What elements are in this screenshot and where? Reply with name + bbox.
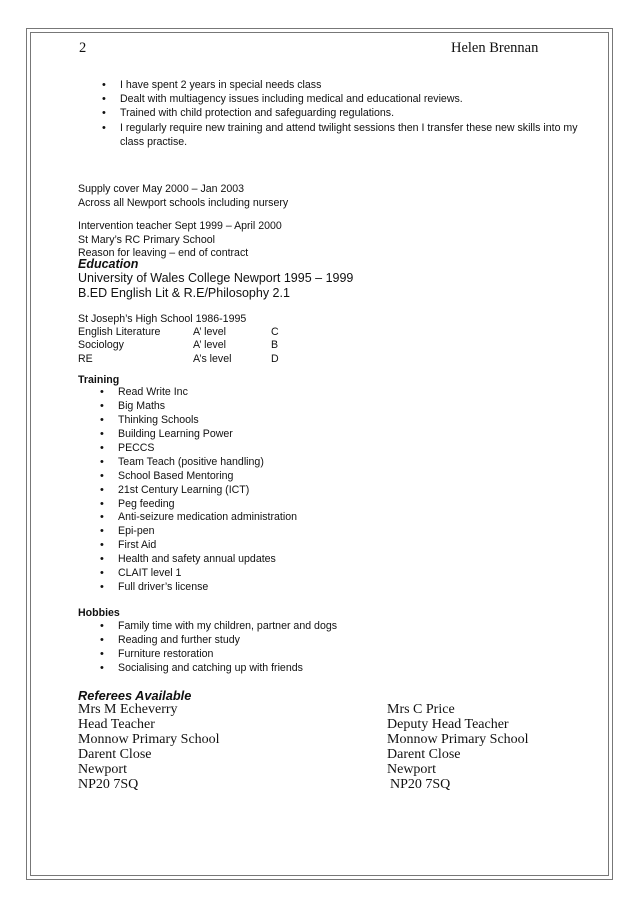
supply-line-1: Supply cover May 2000 – Jan 2003 [78, 183, 245, 195]
grade-subject: RE [78, 353, 93, 365]
referee-left-street: Darent Close [78, 747, 152, 762]
referee-right-name: Mrs C Price [387, 702, 455, 717]
training-list [78, 386, 297, 595]
list-item: • Building Learning Power [78, 428, 297, 442]
referee-right-street: Darent Close [387, 747, 461, 762]
list-item: • Epi-pen [78, 525, 297, 539]
list-item: • Dealt with multiagency issues including medical and educational reviews. [78, 92, 590, 106]
list-item: • Big Maths [78, 400, 297, 414]
training-heading: Training [78, 374, 120, 386]
list-item: • Socialising and catching up with friends [78, 662, 337, 676]
header-name: Helen Brennan [451, 40, 539, 56]
referee-right-school: Monnow Primary School [387, 732, 529, 747]
hobbies-list [78, 620, 337, 676]
list-item: • Team Teach (positive handling) [78, 456, 297, 470]
list-item: • I have spent 2 years in special needs class [78, 78, 590, 92]
referee-left-title: Head Teacher [78, 717, 155, 732]
list-item: • Full driver’s license [78, 581, 297, 595]
page-number: 2 [79, 40, 87, 56]
referee-left-town: Newport [78, 762, 127, 777]
education-heading: Education [78, 257, 139, 271]
list-item: • Family time with my children, partner and dogs [78, 620, 337, 634]
grade-subject: English Literature [78, 326, 161, 338]
education-degree: B.ED English Lit & R.E/Philosophy 2.1 [78, 286, 290, 300]
referee-left-name: Mrs M Echeverry [78, 702, 178, 717]
list-item: • CLAIT level 1 [78, 567, 297, 581]
grade-value: B [271, 339, 279, 351]
list-item: • I regularly require new training and attend twilight sessions then I transfer these new skills into my class practise. [78, 121, 590, 149]
education-school: St Joseph’s High School 1986-1995 [78, 313, 247, 325]
grade-value: D [271, 353, 279, 365]
intervention-line-3: Reason for leaving – end of contract [78, 247, 249, 259]
referee-left-school: Monnow Primary School [78, 732, 220, 747]
referee-left-postcode: NP20 7SQ [78, 777, 139, 792]
grade-subject: Sociology [78, 339, 124, 351]
grade-value: C [271, 326, 279, 338]
referee-right-title: Deputy Head Teacher [387, 717, 509, 732]
intervention-line-1: Intervention teacher Sept 1999 – April 2000 [78, 220, 282, 232]
list-item: • Trained with child protection and safeguarding regulations. [78, 106, 590, 120]
list-item: • Reading and further study [78, 634, 337, 648]
grade-level: A’ level [193, 326, 226, 338]
list-item: • First Aid [78, 539, 297, 553]
list-item: • Health and safety annual updates [78, 553, 297, 567]
list-item: • Anti-seizure medication administration [78, 511, 297, 525]
experience-bullet-list [78, 78, 590, 149]
list-item: • PECCS [78, 442, 297, 456]
list-item: • Furniture restoration [78, 648, 337, 662]
intervention-line-2: St Mary’s RC Primary School [78, 234, 215, 246]
grade-level: A’s level [193, 353, 232, 365]
grade-level: A’ level [193, 339, 226, 351]
referees-heading: Referees Available [78, 688, 192, 703]
referee-right-town: Newport [387, 762, 436, 777]
list-item: • Thinking Schools [78, 414, 297, 428]
list-item: • School Based Mentoring [78, 470, 297, 484]
referee-right-postcode: NP20 7SQ [390, 777, 451, 792]
supply-line-2: Across all Newport schools including nursery [78, 197, 289, 209]
education-university: University of Wales College Newport 1995 – 1999 [78, 271, 354, 285]
list-item: • Peg feeding [78, 498, 297, 512]
hobbies-heading: Hobbies [78, 607, 120, 619]
list-item: • Read Write Inc [78, 386, 297, 400]
list-item: • 21st Century Learning (ICT) [78, 484, 297, 498]
